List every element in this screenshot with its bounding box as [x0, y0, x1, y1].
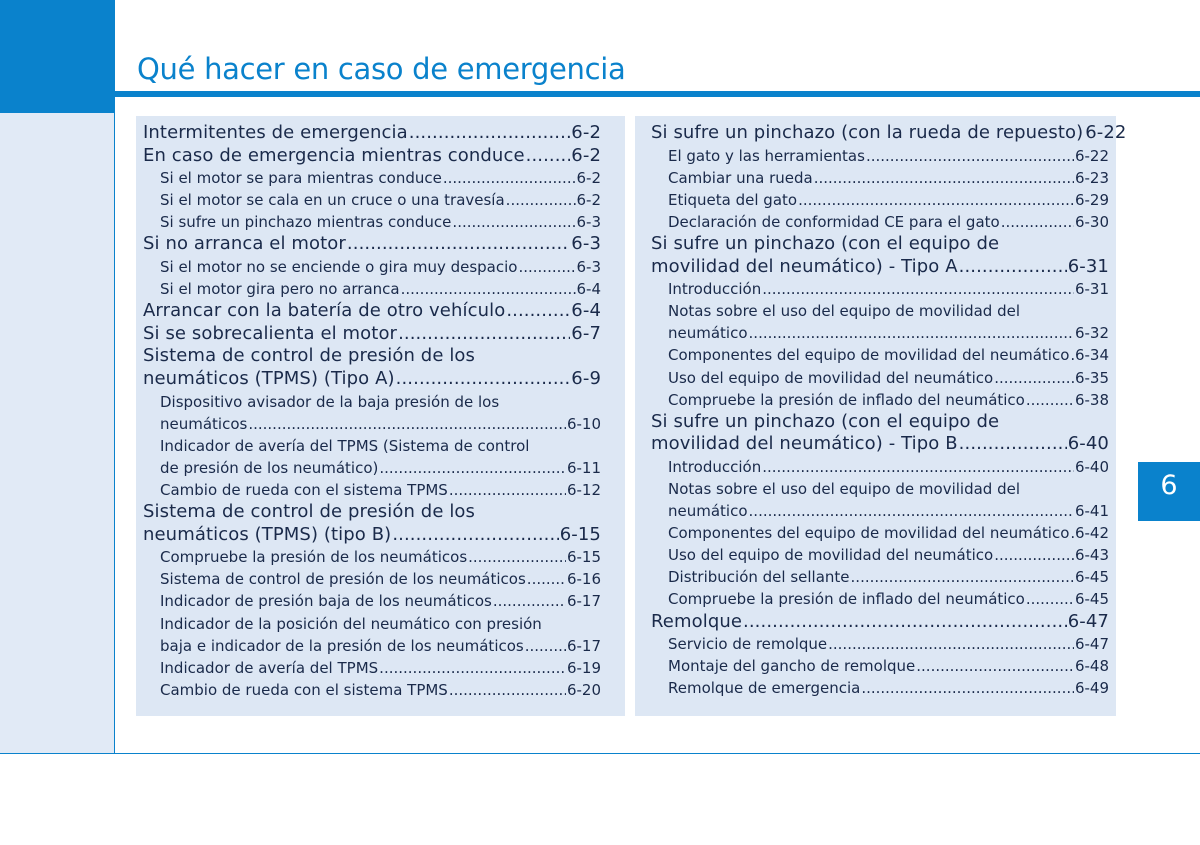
toc-entry-page: 6-42 [1074, 524, 1109, 543]
toc-entry[interactable] [143, 546, 601, 568]
toc-entry-title: Si sufre un pinchazo mientras conduce [160, 213, 452, 232]
toc-entry-page: 6-22 [1085, 122, 1127, 143]
dot-leader [851, 566, 1074, 588]
toc-entry-title: neumáticos [160, 414, 248, 433]
toc-entry-page: 6-23 [1074, 168, 1109, 187]
dot-leader [396, 368, 571, 391]
toc-entry-title: Uso del equipo de movilidad del neumático [668, 546, 994, 565]
toc-entry-page: 6-3 [576, 258, 601, 277]
toc-entry[interactable] [143, 657, 601, 679]
toc-entry-title: En caso de emergencia mientras conduce [143, 144, 525, 166]
toc-entry[interactable] [651, 500, 1109, 522]
dot-leader [525, 635, 566, 657]
toc-entry-title: Si se sobrecalienta el motor [143, 322, 398, 344]
toc-entry-page: 6-32 [1074, 324, 1109, 343]
toc-entry-page: 6-4 [576, 280, 601, 299]
toc-entry[interactable] [143, 635, 601, 657]
dot-leader [518, 256, 575, 278]
toc-entry[interactable] [651, 211, 1109, 233]
dot-leader [861, 677, 1074, 699]
dot-leader [959, 256, 1067, 279]
toc-entry-line: Sistema de control de presión de los [143, 345, 476, 367]
dot-leader [749, 322, 1074, 344]
toc-entry[interactable] [651, 278, 1109, 300]
toc-entry[interactable] [143, 145, 601, 168]
dot-leader [526, 145, 571, 168]
toc-entry-title: Compruebe la presión de inflado del neumático [668, 390, 1025, 409]
toc-entry-title: baja e indicador de la presión de los neumáticos [160, 636, 524, 655]
toc-entry-title: Componentes del equipo de movilidad del neumático [668, 346, 1070, 365]
toc-entry-title: Si no arranca el motor [143, 233, 346, 255]
toc-entry-title: Indicador de presión baja de los neumáticos [160, 592, 492, 611]
toc-entry-title: Intermitentes de emergencia [143, 122, 408, 143]
toc-entry-line: Indicador de avería del TPMS (Sistema de control [160, 436, 530, 455]
dot-leader [1026, 389, 1074, 411]
toc-entry-title: movilidad del neumático) - Tipo A [651, 255, 958, 277]
dot-leader [347, 233, 570, 256]
toc-entry-page: 6-17 [566, 636, 601, 655]
toc-entry-title: neumático [668, 324, 748, 343]
toc-entry-title: neumático [668, 502, 748, 521]
toc-entry-page: 6-2 [576, 191, 601, 210]
toc-entry-title: Sistema de control de presión de los neumáticos [160, 570, 526, 589]
margin-line [114, 113, 115, 753]
toc-entry-page: 6-34 [1074, 346, 1109, 365]
toc-entry[interactable] [651, 256, 1109, 279]
toc-entry[interactable] [143, 679, 601, 701]
toc-entry-page: 6-48 [1074, 657, 1109, 676]
toc-entry[interactable] [651, 633, 1109, 655]
toc-entry[interactable] [143, 233, 601, 256]
dot-leader [468, 546, 566, 568]
toc-entry-title: Etiqueta del gato [668, 190, 798, 209]
toc-entry-title: Compruebe la presión de inflado del neumático [668, 590, 1025, 609]
toc-entry-page: 6-40 [1067, 433, 1109, 455]
toc-entry[interactable] [143, 413, 601, 435]
toc-entry[interactable] [143, 122, 601, 145]
dot-leader [762, 456, 1074, 478]
toc-entry-page: 6-22 [1074, 146, 1109, 165]
dot-leader [527, 568, 566, 590]
toc-entry-page: 6-45 [1074, 568, 1109, 587]
dot-leader [506, 189, 576, 211]
dot-leader [449, 479, 566, 501]
toc-entry[interactable] [651, 433, 1109, 456]
toc-entry[interactable] [651, 322, 1109, 344]
dot-leader [493, 590, 566, 612]
toc-entry-title: Cambiar una rueda [668, 168, 813, 187]
toc-entry-page: 6-17 [566, 592, 601, 611]
toc-entry-page: 6-47 [1074, 635, 1109, 654]
dot-leader [994, 367, 1074, 389]
toc-entry-title: Introducción [668, 280, 762, 299]
dot-leader [506, 300, 570, 323]
title-rule [115, 91, 1200, 97]
toc-entry-title: Si el motor no se enciende o gira muy despacio [160, 258, 518, 277]
toc-entry-page: 6-2 [576, 169, 601, 188]
toc-entry-line: Notas sobre el uso del equipo de movilidad del [668, 480, 1021, 498]
toc-entry[interactable] [651, 611, 1109, 634]
toc-column-right [651, 122, 1127, 699]
toc-entry[interactable] [143, 479, 601, 501]
toc-entry[interactable] [651, 189, 1109, 211]
toc-entry-page: 6-20 [566, 680, 601, 699]
left-margin-band [0, 113, 115, 753]
toc-entry-page: 6-15 [559, 523, 601, 545]
toc-entry[interactable] [651, 344, 1109, 366]
toc-entry-title: Introducción [668, 457, 762, 476]
toc-entry-page: 6-35 [1074, 368, 1109, 387]
toc-entry[interactable] [651, 566, 1109, 588]
dot-leader [401, 278, 576, 300]
toc-entry-page: 6-11 [566, 458, 601, 477]
toc-entry-page: 6-10 [566, 414, 601, 433]
toc-entry-title: Remolque [651, 610, 743, 632]
toc-entry[interactable] [143, 568, 601, 590]
toc-entry-title: neumáticos (TPMS) (tipo B) [143, 523, 392, 545]
dot-leader [749, 500, 1074, 522]
toc-entry[interactable] [651, 655, 1109, 677]
toc-entry-page: 6-41 [1074, 502, 1109, 521]
toc-entry-line: Notas sobre el uso del equipo de movilidad del [668, 302, 1021, 321]
toc-entry-title: Si sufre un pinchazo (con la rueda de repuesto) [651, 122, 1084, 143]
dot-leader [379, 657, 566, 679]
dot-leader [398, 323, 570, 346]
dot-leader [916, 655, 1074, 677]
toc-entry-page: 6-45 [1074, 590, 1109, 609]
dot-leader [248, 413, 566, 435]
toc-entry[interactable] [651, 677, 1109, 699]
dot-leader [866, 145, 1074, 167]
toc-entry-title: de presión de los neumático) [160, 458, 379, 477]
toc-entry-line: Dispositivo avisador de la baja presión de los [160, 392, 500, 411]
toc-entry[interactable] [651, 544, 1109, 566]
column-divider [625, 116, 635, 716]
toc-column-left [143, 122, 601, 701]
toc-entry-title: Montaje del gancho de remolque [668, 657, 916, 676]
header-color-block [0, 0, 115, 113]
dot-leader [1001, 211, 1074, 233]
toc-entry[interactable] [143, 256, 601, 278]
toc-entry[interactable] [143, 300, 601, 323]
toc-entry-line: Si sufre un pinchazo (con el equipo de [651, 232, 1000, 254]
toc-entry-title: Cambio de rueda con el sistema TPMS [160, 481, 448, 499]
toc-entry-page: 6-40 [1074, 457, 1109, 476]
dot-leader [1026, 588, 1074, 610]
toc-entry-line: Si sufre un pinchazo (con el equipo de [651, 410, 1000, 432]
toc-entry-page: 6-19 [566, 658, 601, 677]
chapter-tab-number: 6 [1160, 470, 1178, 501]
toc-entry-page: 6-43 [1074, 546, 1109, 565]
toc-entry-title: El gato y las herramientas [668, 146, 865, 165]
toc-entry-title: Componentes del equipo de movilidad del neumático [668, 524, 1070, 543]
bottom-rule [0, 753, 1200, 754]
dot-leader [814, 167, 1074, 189]
toc-entry[interactable] [143, 278, 601, 300]
dot-leader [409, 122, 571, 145]
toc-entry[interactable] [143, 167, 601, 189]
toc-entry-title: Indicador de avería del TPMS [160, 658, 379, 677]
toc-entry-page: 6-30 [1074, 212, 1109, 231]
dot-leader [798, 189, 1074, 211]
dot-leader [443, 167, 576, 189]
toc-entry[interactable] [143, 524, 601, 547]
toc-entry-page: 6-7 [571, 322, 601, 344]
toc-entry-line: Indicador de la posición del neumático con presión [160, 614, 542, 633]
toc-entry[interactable] [143, 189, 601, 211]
toc-entry[interactable] [143, 323, 601, 346]
toc-entry-title: Cambio de rueda con el sistema TPMS [160, 680, 448, 699]
toc-entry-page: 6-2 [571, 144, 601, 166]
toc-entry-title: Compruebe la presión de los neumáticos [160, 548, 468, 567]
toc-entry-page: 6-12 [566, 481, 601, 499]
dot-leader [828, 633, 1074, 655]
page-title: Qué hacer en caso de emergencia [137, 52, 626, 86]
toc-entry-title: Servicio de remolque [668, 635, 828, 654]
toc-entry-page: 6-38 [1074, 390, 1109, 409]
dot-leader [994, 544, 1074, 566]
toc-entry-line: Sistema de control de presión de los [143, 501, 476, 523]
dot-leader [1070, 522, 1074, 544]
toc-entry-page: 6-3 [571, 233, 601, 255]
toc-entry[interactable] [651, 122, 1127, 145]
toc-entry-title: Si el motor gira pero no arranca [160, 280, 400, 299]
toc-entry[interactable] [651, 522, 1109, 544]
toc-entry[interactable] [651, 389, 1109, 411]
toc-entry-title: movilidad del neumático) - Tipo B [651, 433, 958, 455]
dot-leader [959, 433, 1067, 456]
toc-entry[interactable] [651, 145, 1109, 167]
toc-entry-title: neumáticos (TPMS) (Tipo A) [143, 368, 395, 390]
toc-entry[interactable] [651, 456, 1109, 478]
toc-entry[interactable] [651, 367, 1109, 389]
toc-entry-title: Arrancar con la batería de otro vehículo [143, 300, 506, 322]
dot-leader [743, 611, 1067, 634]
toc-entry-page: 6-31 [1067, 255, 1109, 277]
toc-entry-title: Distribución del sellante [668, 568, 850, 587]
toc-entry-page: 6-31 [1074, 280, 1109, 299]
toc-entry-title: Si el motor se para mientras conduce [160, 169, 442, 188]
toc-entry[interactable] [651, 588, 1109, 610]
toc-entry[interactable] [143, 368, 601, 391]
toc-entry-page: 6-16 [566, 570, 601, 589]
toc-entry[interactable] [143, 457, 601, 479]
toc-entry-page: 6-47 [1067, 610, 1109, 632]
dot-leader [452, 211, 575, 233]
toc-entry-page: 6-3 [576, 213, 601, 232]
toc-entry-title: Si el motor se cala en un cruce o una travesía [160, 191, 505, 210]
toc-entry-title: Uso del equipo de movilidad del neumático [668, 368, 994, 387]
dot-leader [392, 524, 558, 547]
toc-entry-title: Remolque de emergencia [668, 679, 861, 698]
toc-entry-page: 6-9 [571, 368, 601, 390]
dot-leader [1070, 344, 1074, 366]
toc-entry-page: 6-2 [571, 122, 601, 143]
dot-leader [379, 457, 566, 479]
toc-entry-page: 6-4 [571, 300, 601, 322]
toc-entry-page: 6-15 [566, 548, 601, 567]
dot-leader [762, 278, 1074, 300]
toc-entry[interactable] [651, 167, 1109, 189]
toc-entry[interactable] [143, 211, 601, 233]
toc-entry-title: Declaración de conformidad CE para el gato [668, 212, 1000, 231]
toc-entry-page: 6-49 [1074, 679, 1109, 698]
dot-leader [449, 679, 566, 701]
toc-entry-page: 6-29 [1074, 190, 1109, 209]
toc-entry[interactable] [143, 590, 601, 612]
